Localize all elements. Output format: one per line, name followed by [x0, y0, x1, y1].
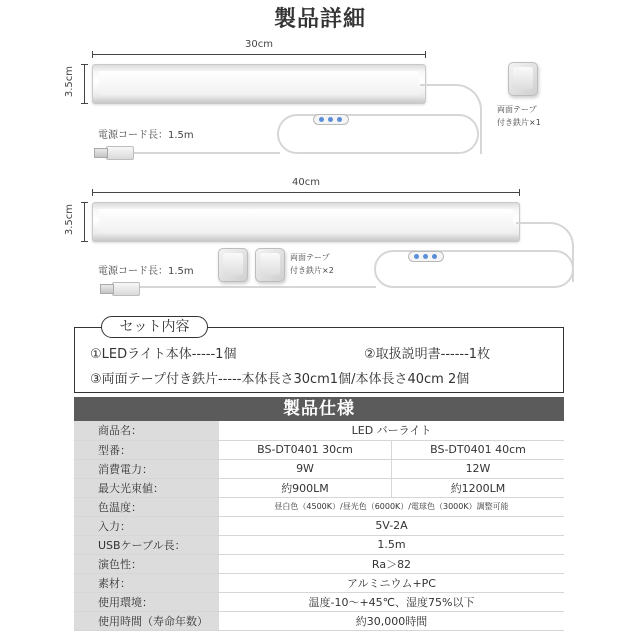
spec-label: 素材：: [74, 573, 219, 592]
switch-indicator-icon: [432, 254, 437, 259]
height-dimension-line: [84, 64, 85, 104]
set-item-led-body: ①LEDライト本体-----1個: [90, 347, 237, 362]
spec-label: 入力：: [74, 516, 219, 535]
set-contents-heading: セット内容: [101, 316, 208, 338]
usb-cable: [130, 152, 280, 154]
plate-label-line1: 両面テープ: [497, 105, 537, 114]
usb-connector-icon: [94, 148, 108, 158]
length-label: 30cm: [245, 39, 273, 50]
usb-connector-icon: [100, 284, 114, 294]
spec-label: 最大光束値：: [74, 478, 219, 497]
table-row: [74, 535, 564, 554]
length-dimension-line: [92, 192, 520, 193]
height-dimension-line: [84, 202, 85, 242]
plate-label-line2: 付き鉄片×2: [290, 266, 334, 275]
steel-plate-icon: [255, 248, 285, 282]
cord-length-note: 電源コード長：1.5m: [98, 266, 194, 277]
spec-value-30cm: BS-DT0401 30cm: [219, 440, 392, 459]
spec-value: アルミニウム+PC: [219, 573, 564, 592]
page-title: 製品詳細: [273, 7, 366, 32]
spec-label: 色温度：: [74, 497, 219, 516]
table-row: [74, 478, 564, 497]
spec-value: 昼白色（4500K）/昼光色（6000K）/電球色（3000K）調整可能: [219, 497, 564, 516]
usb-plug-icon: [106, 146, 134, 160]
spec-value-40cm: 12W: [392, 459, 565, 478]
spec-label: 型番：: [74, 440, 219, 459]
spec-value: 温度-10～+45℃、湿度75%以下: [219, 592, 564, 611]
switch-indicator-icon: [319, 117, 324, 122]
spec-label: 使用時間（寿命年数）: [74, 611, 219, 630]
spec-value: 1.5m: [219, 535, 564, 554]
switch-indicator-icon: [414, 254, 419, 259]
dimmer-switch: [313, 114, 349, 125]
table-row: [74, 611, 564, 630]
spec-value-40cm: BS-DT0401 40cm: [392, 440, 565, 459]
spec-heading: 製品仕様: [74, 397, 564, 421]
spec-value: 5V-2A: [219, 516, 564, 535]
usb-cable: [136, 286, 376, 288]
steel-plate-icon: [508, 62, 538, 96]
plate-label-line2: 付き鉄片×1: [497, 118, 541, 127]
plate-label-line1: 両面テープ: [290, 253, 330, 262]
spec-label: USBケーブル長：: [74, 535, 219, 554]
spec-table: [74, 421, 564, 631]
steel-plate-icon: [218, 248, 248, 282]
set-item-steel-plates: ③両面テープ付き鉄片-----本体長さ30cm1個/本体長さ40cm 2個: [90, 372, 470, 387]
spec-label: 商品名：: [74, 421, 219, 440]
spec-value-30cm: 約900LM: [219, 478, 392, 497]
table-row: [74, 440, 564, 459]
length-dimension-line: [92, 54, 426, 55]
spec-value: 約30,000時間: [219, 611, 564, 630]
power-cable-loop: [277, 114, 479, 154]
switch-indicator-icon: [328, 117, 333, 122]
power-cable-loop: [374, 250, 574, 288]
table-row: [74, 573, 564, 592]
table-row: [74, 421, 564, 440]
switch-indicator-icon: [423, 254, 428, 259]
spec-value: Ra＞82: [219, 554, 564, 573]
dimmer-switch: [408, 251, 444, 262]
table-row: [74, 516, 564, 535]
height-label: 3.5cm: [64, 204, 75, 236]
spec-label: 消費電力：: [74, 459, 219, 478]
led-bar-40cm: [92, 202, 520, 242]
table-row: [74, 459, 564, 478]
height-label: 3.5cm: [64, 66, 75, 98]
spec-value-40cm: 約1200LM: [392, 478, 565, 497]
table-row: [74, 554, 564, 573]
set-item-manual: ②取扱説明書------1枚: [364, 347, 491, 362]
cord-length-note: 電源コード長：1.5m: [98, 130, 194, 141]
led-bar-30cm: [92, 64, 426, 104]
spec-label: 演色性：: [74, 554, 219, 573]
usb-plug-icon: [112, 282, 140, 296]
length-label: 40cm: [292, 177, 320, 188]
spec-label: 使用環境：: [74, 592, 219, 611]
table-row: [74, 592, 564, 611]
spec-value: LED バーライト: [219, 421, 564, 440]
spec-value-30cm: 9W: [219, 459, 392, 478]
table-row: [74, 497, 564, 516]
switch-indicator-icon: [337, 117, 342, 122]
